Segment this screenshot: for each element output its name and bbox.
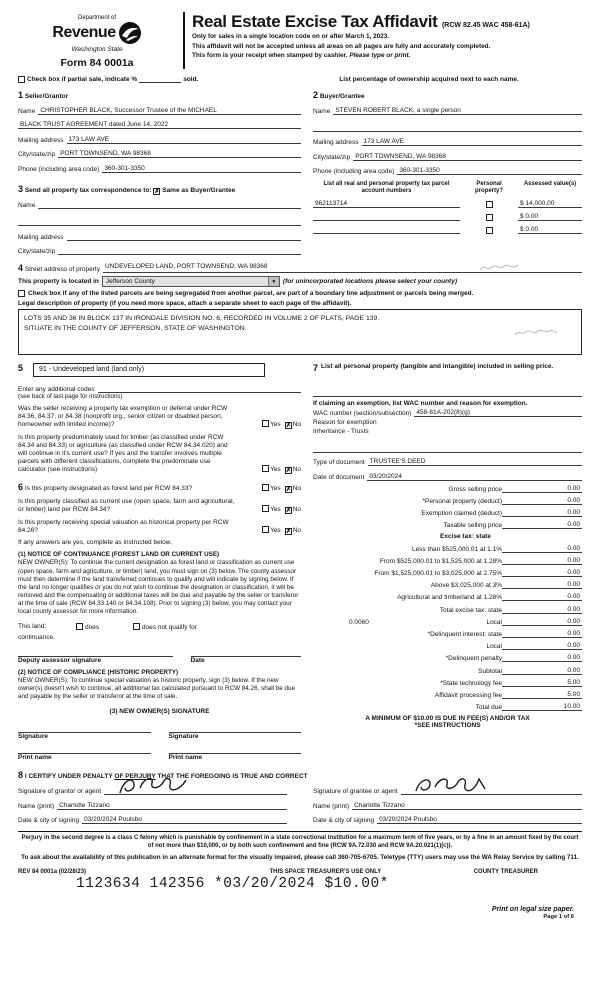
handwritten-scribble [513, 327, 559, 337]
currentuse-question-yesno: Yes ✗ No [258, 505, 301, 514]
forest-question-yesno: Yes ✗ No [258, 484, 301, 493]
checkbox-yes[interactable] [262, 484, 269, 491]
tax-row [313, 642, 582, 650]
tax-row-label: Affidavit processing fee [434, 691, 502, 699]
tax-row-label: Local [486, 618, 502, 626]
street-address-label: Street address of property [24, 266, 100, 273]
tax-column [313, 363, 582, 762]
section1-number: 1 [18, 90, 24, 100]
checkbox-no[interactable]: ✗ [285, 506, 292, 514]
buyer-phone-label: Phone (including area code) [313, 168, 395, 175]
grantor-signature-scribble [116, 775, 194, 799]
date-of-document-value: 03/20/2024 [367, 473, 582, 481]
additional-codes-note: (see back of last page for instructions) [18, 392, 123, 400]
seller-phone-value: 360-301-3350 [102, 165, 301, 173]
tax-row-value: 0.00 [536, 606, 582, 614]
personal-property-checkbox[interactable] [486, 201, 493, 208]
street-address-value: UNDEVELOPED LAND, PORT TOWNSEND, WA 98368 [103, 263, 582, 273]
tax-row [313, 593, 582, 601]
county-dropdown-value: Jefferson County [105, 278, 155, 285]
department-of-label: Department of [77, 15, 117, 21]
partial-sale-sold-label: sold. [183, 76, 199, 83]
grantee-signature-label: Signature of grantee or agent [313, 788, 398, 796]
corr-citystatezip-field[interactable] [58, 247, 301, 255]
seller-mailing-value: 173 LAW AVE [67, 136, 301, 144]
forest-question-text: 6 Is this property designated as forest land per RCW 84.33? [18, 481, 193, 492]
parcel-row [313, 226, 582, 234]
checkbox-no[interactable]: ✗ [285, 485, 292, 493]
same-as-buyer-checkbox[interactable]: ✗ [154, 187, 160, 195]
legal-description-line2: SITUATE IN THE COUNTY OF JEFFERSON, STATE OF WASHINGTON. [24, 324, 247, 332]
corr-name-field[interactable] [38, 201, 301, 209]
segregated-label: Check box if any of the listed parcels are being segregated from another parcel, are part of a boundary line adjustment or parcels being merged. [28, 290, 474, 297]
title-rcw-code: (RCW 82.45 WAC 458-61A) [441, 22, 530, 29]
buyer-column [313, 83, 582, 255]
header-divider [183, 12, 185, 69]
washington-state-label: Washington State [71, 46, 123, 53]
new-owner-signature-title: (3) NEW OWNER(S) SIGNATURE [109, 708, 210, 716]
notice2-body: NEW OWNER(S): To continue special valuation as historic property, sign (3) below. If the new owner(s) doesn't wish to continue, all additional tax calculated pursuant to RCW 84.26, shall be due and payable by the seller or transferor at the time of sale. [18, 676, 296, 701]
tax-row-value: 0.00 [536, 569, 582, 577]
tax-row-label: Subtotal [478, 667, 502, 675]
tax-row-label: *Delinquent penalty [445, 655, 502, 663]
corr-blank-field[interactable] [18, 218, 301, 226]
tax-row-label: *Personal property (deduct) [422, 497, 502, 505]
corr-name-label: Name [18, 202, 36, 209]
located-in-label: This property is located in [18, 278, 99, 285]
partial-sale-label: Check box if partial sale, indicate % [27, 76, 138, 83]
tax-row-value: 0.00 [536, 509, 582, 517]
reason-for-exemption-value: Inheritance - Trusts [313, 428, 369, 435]
tax-row [313, 521, 582, 529]
seller-citystatezip-value: PORT TOWNSEND, WA 98368 [58, 150, 301, 158]
footer-row [18, 869, 582, 875]
grantee-signature-scribble [413, 775, 491, 799]
corr-citystatezip-label: City/state/zip [18, 248, 56, 255]
buyer-citystatezip-value: PORT TOWNSEND, WA 98368 [353, 153, 582, 161]
checkbox-yes[interactable] [262, 465, 269, 472]
use-classification-column [18, 363, 301, 762]
parcel-rows [313, 200, 582, 234]
tax-row-label: Agricultural and timberland at 1.28% [397, 594, 502, 602]
grantee-signature-block [313, 784, 582, 824]
parcel-number-field[interactable] [313, 213, 460, 221]
tax-row-label: From $1,525,000.01 to $3,025,000 at 2.75% [374, 570, 502, 577]
grantee-date-city-label: Date & city of signing [313, 817, 375, 825]
section1-title: Seller/Grantor [24, 93, 69, 100]
tax-row-label: Gross selling price [448, 485, 502, 493]
deputy-date-label: Date [190, 656, 205, 664]
header-note-1: Only for sales in a single location code on or after March 1, 2023. [192, 33, 390, 41]
timber-question-yesno: Yes ✗ No [258, 465, 301, 474]
partial-sale-row [18, 76, 582, 83]
continuance-label: continuance. [18, 633, 55, 641]
tax-row-value: 0.00 [536, 654, 582, 662]
parcel-row [313, 213, 582, 221]
notice2-title: (2) NOTICE OF COMPLIANCE (HISTORIC PROPERTY) [18, 668, 179, 676]
tax-row-label: Exemption claimed (deduct) [421, 510, 502, 518]
ownership-percentage-note: List percentage of ownership acquired next to each name. [339, 76, 519, 83]
tax-row-label: *State technology fee [440, 679, 502, 687]
does-label: does [85, 623, 100, 631]
tax-row [313, 509, 582, 517]
signature-label-2: Signature [168, 733, 199, 741]
seller-name-label: Name [18, 107, 36, 115]
tax-row-value: 0.00 [536, 497, 582, 505]
tax-row-value: 0.00 [536, 557, 582, 565]
certify-statement: 8 I CERTIFY UNDER PENALTY OF PERJURY THAT THE FOREGOING IS TRUE AND CORRECT [18, 770, 308, 781]
tax-row [313, 667, 582, 675]
section7-number: 7 [313, 362, 319, 373]
legal-description-label: Legal description of property (if you need more space, attach a separate sheet to each page of the affidavit). [18, 299, 352, 307]
date-of-document-label: Date of document [313, 473, 365, 481]
tax-row [313, 654, 582, 662]
print-name-label-1: Print name [18, 754, 52, 762]
historic-question-yesno: Yes ✗ No [258, 526, 301, 535]
additional-codes-field[interactable] [98, 385, 301, 393]
buyer-phone-value: 360-301-3350 [397, 167, 582, 175]
tax-row [313, 497, 582, 505]
buyer-blank-line[interactable] [313, 124, 582, 132]
rev-form-label: REV 84 0001a (02/28/23) [18, 868, 87, 875]
deputy-assessor-signature-label: Deputy assessor signature [18, 656, 102, 664]
currentuse-question-text: Is this property classified as current use (open space, farm and agricultural, or timber) land per RCW 84.34? [18, 497, 235, 513]
tax-row-value: 0.00 [536, 521, 582, 529]
tax-rows [313, 485, 582, 711]
header-note-3: This form is your receipt when stamped by cashier. Please type or print. [192, 52, 411, 60]
parcel-number-field[interactable] [313, 226, 460, 234]
seller-citystatezip-label: City/state/zip [18, 151, 56, 158]
tax-local-rate: 0.0060 [349, 618, 369, 626]
wac-number-value: 458-61A-202(8)(g) [414, 409, 582, 417]
corr-mailing-label: Mailing address [18, 233, 64, 241]
tax-row [313, 485, 582, 493]
tax-row-label: Total excise tax: state [439, 606, 502, 614]
wac-number-label: WAC number (section/subsection) [313, 409, 412, 417]
type-of-document-label: Type of document [313, 459, 365, 466]
tax-row [313, 703, 582, 711]
section4-number: 4 [18, 263, 24, 273]
section5-number: 5 [18, 362, 24, 373]
grantee-print-name-label: Name (print) [313, 802, 350, 810]
tax-row-label: Local [486, 643, 502, 651]
tax-row [313, 691, 582, 699]
notice1-title: (1) NOTICE OF CONTINUANCE (FOREST LAND OR CURRENT USE) [18, 551, 220, 559]
tax-row-value: 0.00 [536, 667, 582, 675]
perjury-statement: Perjury in the second degree is a class C felony which is punishable by confinement in a state correctional institution for a maximum term of five years, or by a fine in an amount fixed by the court of not more than $10,000, or by both such confinement and fine (RCW 9A.72.030 and RCW 9A.20.021(1)(c)). [18, 831, 582, 851]
buyer-mailing-label: Mailing address [313, 139, 359, 146]
does-not-checkbox[interactable] [133, 623, 140, 630]
form-header [18, 12, 582, 69]
tax-row-value: 5.00 [536, 679, 582, 687]
page-title: Real Estate Excise Tax Affidavit [192, 12, 438, 31]
form-number: Form 84 0001a [60, 57, 134, 69]
dor-swirl-logo-icon [118, 21, 142, 45]
header-note-2: This affidavit will not be accepted unless all areas on all pages are fully and accurately completed. [192, 42, 491, 50]
corr-mailing-field[interactable] [67, 233, 301, 241]
tax-row [313, 557, 582, 565]
grantor-signature-block [18, 784, 287, 824]
exemption-claim-note: If claiming an exemption, list WAC number and reason for exemption. [313, 399, 528, 407]
tax-row-value: 5.00 [536, 691, 582, 699]
print-name-label-2: Print name [168, 754, 203, 762]
assessed-value-field[interactable]: $ 0.00 [518, 226, 582, 234]
correspondence-label: Send all property tax correspondence to: [24, 186, 152, 194]
tax-row-value: 0.00 [536, 593, 582, 601]
treasurer-space-label: THIS SPACE TREASURER'S USE ONLY [269, 868, 382, 875]
tax-row-label: Total due [475, 704, 502, 712]
notice1-body: NEW OWNER(S): To continue the current designation as forest land or classification as current use (open space, farm and agriculture, or timber) land, you must sign on (3) below. The county assessor must then determine if the land transferred continues to qualify and will indicate by signing below. If the land no longer qualifies or you do not wish to continue the designation or classification, it will be removed and the compensating or additional taxes will be due and payable by the seller or transferor at the time of sale (RCW 84.33.140 or 84.34.108). Prior to signing (3) below, you may contact your local county assessor for more information. [18, 559, 299, 616]
section2-title: Buyer/Grantee [319, 93, 365, 100]
tax-row-label: From $525,000.01 to $1,525,000 at 1.28% [379, 557, 502, 565]
tax-row-value: 10.00 [536, 703, 582, 711]
grantee-print-name-value: Charlotte Tizzano [352, 802, 582, 810]
grantor-print-name-label: Name (print) [18, 802, 55, 810]
personal-property-list-label: List all personal property (tangible and intangible) included in selling price. [321, 362, 554, 370]
tax-row-value: 0.00 [536, 642, 582, 650]
parcel-numbers-header: List all real and personal property tax parcel account numbers [323, 181, 450, 194]
buyer-mailing-value: 173 LAW AVE [362, 138, 582, 146]
tax-row-label: Less than $525,000.01 at 1.1% [412, 545, 502, 553]
personal-property-header: Personal property? [474, 181, 503, 194]
does-checkbox[interactable] [76, 623, 83, 630]
tax-row [313, 533, 582, 540]
this-land-label: This land: [18, 622, 47, 630]
historic-question-text: Is this property receiving special valuation as historical property per RCW 84.26? [18, 519, 229, 535]
does-not-label: does not qualify for [141, 623, 197, 631]
tax-row-label: Taxable selling price [443, 522, 502, 530]
county-dropdown[interactable] [102, 276, 280, 287]
seller-name-line2: BLACK TRUST AGREEMENT dated June 14, 2022 [18, 121, 301, 129]
segregated-checkbox[interactable] [18, 290, 25, 297]
same-as-buyer-label: Same as Buyer/Grantee [162, 186, 236, 194]
checkbox-yes[interactable] [262, 526, 269, 533]
seller-name-line1: CHRISTOPHER BLACK, Successor Trustee of the MICHAEL [38, 107, 301, 115]
minimum-due-note: A MINIMUM OF $10.00 IS DUE IN FEE(S) AND/OR TAX [365, 715, 530, 723]
see-instructions-note: *SEE INSTRUCTIONS [414, 722, 481, 730]
personal-property-checkbox[interactable] [486, 227, 493, 234]
exemption-blank-line[interactable] [313, 445, 582, 453]
print-size-note: Print on legal size paper. [491, 905, 574, 913]
checkbox-yes[interactable] [262, 420, 269, 427]
alternate-format-note: To ask about the availability of this publication in an alternate format for the visually impaired, please call 360-705-6705. Teletype (TTY) users may use the WA Relay Service by calling 711. [21, 853, 579, 861]
grantor-print-name-value: Charlotte Tizzano [57, 802, 287, 810]
checkbox-no[interactable]: ✗ [285, 528, 292, 536]
personal-property-checkbox[interactable] [486, 214, 493, 221]
grantee-signature-field[interactable] [401, 787, 582, 795]
additional-codes-label: Enter any additional codes [18, 385, 95, 393]
located-in-note: (for unincorporated locations please select your county) [282, 278, 457, 285]
timber-question-text: Is this property predominately used for timber (as classified under RCW 84.34 and 84.33) or agriculture (as classified under RCW 84.34.020) and will continue in it's current use? If yes and the transfer involves multiple parcels with different classifications, complete the predominate use calculator (see instructions) [18, 433, 228, 474]
checkbox-no[interactable]: ✗ [285, 421, 292, 429]
county-treasurer-label: COUNTY TREASURER [473, 868, 538, 875]
buyer-citystatezip-label: City/state/zip [313, 153, 351, 161]
type-of-document-value: TRUSTEE'S DEED [368, 458, 582, 466]
grantor-signature-label: Signature of grantor or agent [18, 788, 102, 796]
dor-logo-block [18, 12, 176, 69]
grantor-date-city-value: 03/20/2024 Poulsbo [82, 816, 287, 824]
exemption-question-text: Was the seller receiving a property tax exemption or deferral under RCW 84.36, 84.37, or 84.38 (nonprofit org., senior citizen or disabled person, homeowner with limited income)? [18, 404, 228, 428]
tax-row [313, 569, 582, 577]
seller-column [18, 83, 301, 255]
seller-mailing-label: Mailing address [18, 136, 64, 144]
page-number: Page 1 of 6 [543, 913, 574, 920]
tax-row-value: 0.00 [536, 618, 582, 626]
parcel-number-field[interactable]: 962113714 [313, 200, 460, 208]
checkbox-yes[interactable] [262, 505, 269, 512]
tax-row-value: 0.00 [536, 581, 582, 589]
handwritten-scribble [478, 263, 520, 272]
treasurer-stamp: 1123634 142356 *03/20/2024 $10.00* [76, 875, 389, 892]
checkbox-no[interactable]: ✗ [285, 467, 292, 475]
buyer-name-value: STEVEN ROBERT BLACK, a single person [333, 107, 582, 115]
seller-phone-label: Phone (including area code) [18, 165, 100, 173]
chevron-down-icon[interactable]: ▼ [268, 277, 279, 286]
if-yes-note: If any answers are yes, complete as instructed below. [18, 539, 172, 547]
assessed-value-field[interactable]: $ 0.00 [518, 213, 582, 221]
land-use-code-box: 91 - Undeveloped land (land only) [33, 363, 265, 377]
tax-row-value: 0.00 [536, 545, 582, 553]
tax-row-value: 0.00 [536, 485, 582, 493]
tax-row [313, 545, 582, 553]
section3-number: 3 [18, 183, 24, 194]
partial-sale-checkbox[interactable] [18, 76, 25, 83]
signature-label-1: Signature [18, 733, 48, 741]
assessed-value-header: Assessed value(s) [523, 181, 577, 187]
legal-description-box [18, 309, 582, 355]
personal-property-list-field[interactable] [313, 389, 582, 397]
exemption-question-yesno: Yes ✗ No [258, 420, 301, 429]
grantee-date-city-value: 03/20/2024 Poulsbo [377, 816, 582, 824]
reason-for-exemption-label: Reason for exemption [313, 418, 377, 426]
grantor-signature-field[interactable] [104, 787, 287, 795]
tax-row [313, 630, 582, 638]
tax-row [313, 618, 582, 626]
tax-row-value: 0.00 [536, 630, 582, 638]
tax-row [313, 679, 582, 687]
parcel-row [313, 200, 582, 208]
parcel-table-header [313, 181, 582, 195]
legal-description-line1: LOTS 35 AND 36 IN BLOCK 137 IN IRONDALE DIVISION NO. 6, RECORDED IN VOLUME 2 OF PLATS, PAGE 139. [24, 314, 380, 322]
revenue-wordmark: Revenue [52, 24, 116, 41]
tax-row [313, 581, 582, 589]
tax-row-label: Above $3,025,000 at 3% [430, 582, 502, 590]
tax-row-label: *Delinquent interest: state [427, 630, 502, 638]
buyer-name-label: Name [313, 107, 331, 115]
section4-property [18, 263, 582, 355]
tax-row [313, 606, 582, 614]
tax-row-label: Excise tax: state [440, 533, 491, 541]
assessed-value-field[interactable]: $ 14,000.00 [518, 200, 582, 208]
section2-number: 2 [313, 90, 319, 100]
grantor-date-city-label: Date & city of signing [18, 817, 80, 825]
